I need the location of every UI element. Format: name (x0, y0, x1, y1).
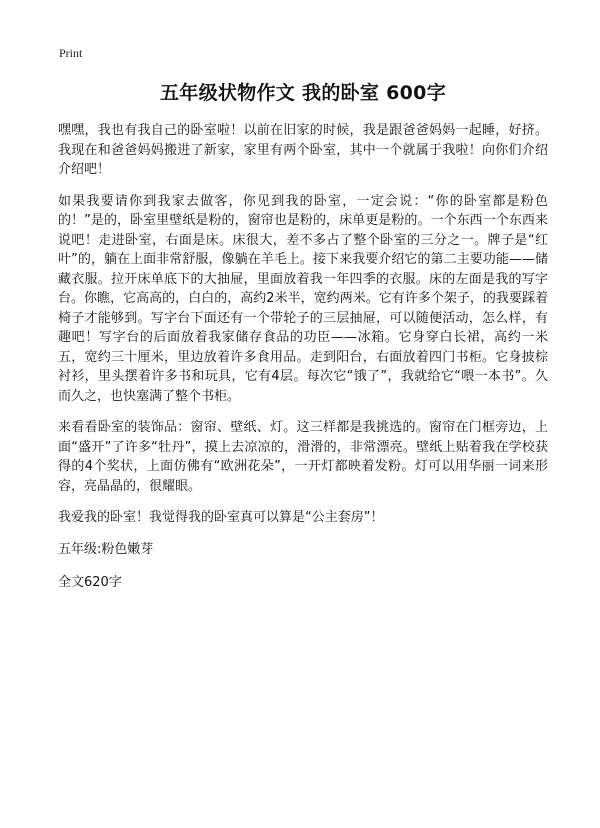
word-count: 全文620字 (58, 575, 122, 590)
article-title: 五年级状物作文 我的卧室 600字 (160, 82, 446, 104)
paragraph-furniture: 如果我要请你到我家去做客，你见到我的卧室，一定会说：“你的卧室都是粉色的！”是的，卧室里壁纸是粉的，窗帘也是粉的，床单更是粉的。一个东西一个东西来说吧！走进卧室，右面是床。床很大，差不多占了整个卧室的三分之一。牌子是“红叶”的，躺在上面非常舒服，像躺在羊毛上。接下来我要介绍它的第二主要功能——储藏衣服。拉开床单底下的大抽屉，里面放着我一年四季的衣服。床的左面是我的写字台。你瞧，它高高的，白白的，高约2米半，宽约两米。它有许多个架子，的我要踩着椅子才能够到。写字台下面还有一个带轮子的三层抽屉，可以随便活动，怎么样，有趣吧！写字台的后面放着我家储存食品的功臣——冰箱。它身穿白长裙，高约一米五，宽约三十厘米，里边放着许多食用品。走到阳台，右面放着四门书柜。它身披棕衬衫，里头摆着许多书和玩具，它有4层。每次它“饿了”，我就给它“喂一本书”。久而久之，也快塞满了整个书柜。 (58, 193, 548, 404)
paragraph-decorations: 来看看卧室的装饰品：窗帘、壁纸、灯。这三样都是我挑选的。窗帘在门框旁边，上面“盛开”了许多“牡丹”，摸上去凉凉的，滑滑的，非常漂亮。壁纸上贴着我在学校获得的4个奖状，上面仿佛有“欧洲花朵”，一开灯都映着发粉。灯可以用华丽一词来形容，亮晶晶的，很耀眼。 (58, 420, 548, 494)
author-line: 五年级:粉色嫩芽 (58, 541, 154, 557)
paragraph-conclusion: 我爱我的卧室！我觉得我的卧室真可以算是“公主套房”！ (58, 510, 384, 525)
paragraph-intro: 嘿嘿，我也有我自己的卧室啦！以前在旧家的时候，我是跟爸爸妈妈一起睡，好挤。我现在和爸爸妈妈搬进了新家，家里有两个卧室，其中一个就属于我啦！向你们介绍介绍吧！ (58, 123, 548, 177)
print-link[interactable]: Print (59, 46, 83, 60)
article (58, 78, 548, 607)
